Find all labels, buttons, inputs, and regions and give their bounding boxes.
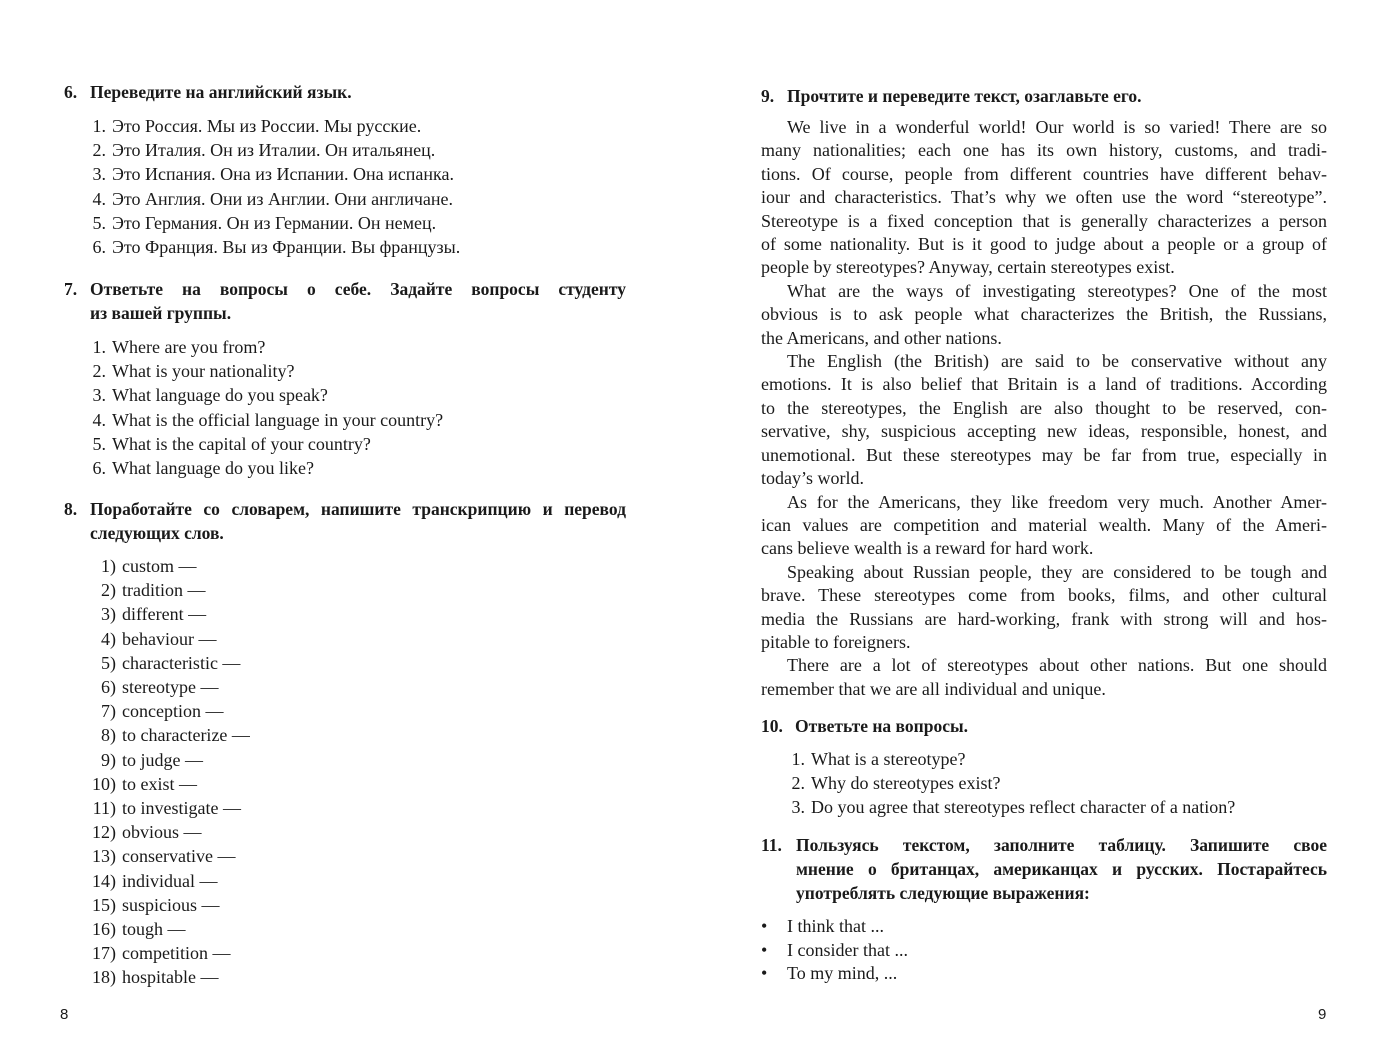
item-text: tradition — <box>122 580 206 601</box>
item-number: 13) <box>92 846 116 867</box>
list-item <box>64 844 626 868</box>
text-line: As for the Americans, they like freedom very much. Another Amer- <box>787 491 1327 512</box>
item-text: What language do you speak? <box>112 385 328 406</box>
text-line: remember that we are all individual and unique. <box>761 678 1106 699</box>
item-number: 5. <box>92 433 106 454</box>
item-text: competition — <box>122 943 231 964</box>
bullet-item <box>761 962 1327 986</box>
item-number: 3. <box>92 385 106 406</box>
item-number: 17) <box>92 943 116 964</box>
task-number: 8. <box>64 499 78 519</box>
text-line: tions. Of course, people from different countries have different behav- <box>761 163 1327 184</box>
text-line: What are the ways of investigating stereotypes? One of the most <box>787 280 1327 301</box>
item-text: Это Италия. Он из Италии. Он итальянец. <box>112 140 436 161</box>
item-text: hospitable — <box>122 967 219 988</box>
item-number: 8) <box>101 725 116 746</box>
text-line: unemotional. But these stereotypes may be far from true, especially in <box>761 444 1327 465</box>
item-number: 3. <box>92 164 106 185</box>
item-number: 9) <box>101 749 116 770</box>
item-text: What is the capital of your country? <box>112 433 371 454</box>
item-text: characteristic — <box>122 652 241 673</box>
text-line: of some nationality. But is it good to judge about a people or a group of <box>761 234 1327 255</box>
task-10-list <box>761 747 1327 820</box>
item-number: 1. <box>92 337 106 357</box>
text-line: emotions. It is also belief that Britain is a land of traditions. According <box>761 374 1327 395</box>
text-line: many nationalities; each one has its own history, customs, and tradi- <box>761 140 1327 161</box>
text-line: today’s world. <box>761 468 864 489</box>
task-10-heading <box>761 714 1327 738</box>
task-11 <box>761 833 1327 986</box>
reading-text <box>761 116 1327 701</box>
item-number: 16) <box>92 919 116 940</box>
item-number: 3. <box>791 797 805 818</box>
text-line: cans believe wealth is a reward for hard work. <box>761 538 1094 559</box>
item-text: to characterize — <box>122 725 250 746</box>
bullet-text: I consider that ... <box>787 939 908 960</box>
task-9 <box>761 84 1327 701</box>
list-item <box>64 211 634 235</box>
item-text: Это Франция. Вы из Франции. Вы французы. <box>112 237 461 258</box>
task-title-line: мнение о британцах, американцах и русских. Постарайтесь <box>796 859 1327 879</box>
list-item <box>64 723 626 747</box>
list-item <box>64 456 626 480</box>
text-line: media the Russians are hard-working, frank with strong will and hos- <box>761 608 1327 629</box>
item-text: Это Германия. Он из Германии. Он немец. <box>112 212 437 233</box>
text-line: The English (the British) are said to be conservative without any <box>787 351 1327 372</box>
list-item <box>64 893 626 917</box>
text-line: people by stereotypes? Anyway, certain stereotypes exist. <box>761 257 1175 278</box>
list-item <box>64 578 626 602</box>
task-title-line: Ответьте на вопросы о себе. Задайте вопросы студенту <box>90 279 626 299</box>
text-line: pitable to foreigners. <box>761 631 911 652</box>
text-line: Stereotype is a fixed conception that is generally characterizes a person <box>761 210 1327 231</box>
item-number: 1. <box>92 116 106 136</box>
bullet-text: I think that ... <box>787 916 884 936</box>
task-number: 10. <box>761 716 783 736</box>
item-text: custom — <box>122 556 197 576</box>
item-text: What is a stereotype? <box>811 749 966 769</box>
task-title: Ответьте на вопросы. <box>795 716 969 736</box>
task-8 <box>64 497 626 990</box>
page-number: 9 <box>1318 1006 1327 1023</box>
task-7 <box>64 277 626 480</box>
item-text: Это Англия. Они из Англии. Они англичане. <box>112 188 453 209</box>
list-item <box>64 627 626 651</box>
item-number: 2. <box>92 361 106 382</box>
task-9-heading <box>761 84 1327 108</box>
item-number: 4. <box>92 188 106 209</box>
text-line: the Americans, and other nations. <box>761 327 1002 348</box>
item-text: to judge — <box>122 749 203 770</box>
task-title-line: из вашей группы. <box>90 303 232 323</box>
task-number: 9. <box>761 86 775 106</box>
list-item <box>64 335 626 359</box>
list-item <box>64 114 634 138</box>
list-item <box>761 747 1327 771</box>
item-number: 3) <box>101 604 116 625</box>
list-item <box>64 917 626 941</box>
text-line: Speaking about Russian people, they are considered to be tough and <box>787 561 1327 582</box>
bullet-text: To my mind, ... <box>787 963 898 984</box>
item-number: 4. <box>92 409 106 430</box>
page-number: 8 <box>60 1006 69 1023</box>
item-number: 10) <box>92 773 116 794</box>
item-text: Where are you from? <box>112 337 266 357</box>
item-text: to exist — <box>122 773 197 794</box>
item-text: What language do you like? <box>112 458 314 479</box>
list-item <box>761 771 1327 795</box>
task-title: Прочтите и переведите текст, озаглавьте его. <box>787 86 1142 106</box>
item-number: 6) <box>101 677 116 698</box>
task-number: 7. <box>64 279 78 299</box>
text-line: to the stereotypes, the English are also thought to be reserved, con- <box>761 397 1327 418</box>
item-text: What is the official language in your country? <box>112 409 444 430</box>
list-item <box>64 432 626 456</box>
list-item <box>64 138 634 162</box>
list-item <box>64 602 626 626</box>
left-page <box>0 0 690 1045</box>
item-number: 5. <box>92 212 106 233</box>
item-text: Do you agree that stereotypes reflect character of a nation? <box>811 797 1236 818</box>
list-item <box>64 675 626 699</box>
list-item <box>64 772 626 796</box>
bullet-icon: • <box>761 939 768 960</box>
task-title-line: употреблять следующие выражения: <box>796 883 1090 903</box>
text-line: obvious is to ask people what characterizes the British, the Russians, <box>761 304 1327 325</box>
text-line: ican values are competition and material wealth. Many of the Ameri- <box>761 514 1327 535</box>
list-item <box>64 748 626 772</box>
list-item <box>64 651 626 675</box>
list-item <box>64 554 626 578</box>
list-item <box>64 408 626 432</box>
item-text: Why do stereotypes exist? <box>811 773 1001 794</box>
right-page <box>690 0 1381 1045</box>
list-item <box>64 796 626 820</box>
text-line: brave. These stereotypes come from books, films, and other cultural <box>761 585 1327 606</box>
item-number: 12) <box>92 822 116 843</box>
list-item <box>761 795 1327 819</box>
item-text: Это Испания. Она из Испании. Она испанка. <box>112 164 454 185</box>
list-item <box>64 162 634 186</box>
item-number: 6. <box>92 237 106 258</box>
list-item <box>64 383 626 407</box>
item-text: different — <box>122 604 207 625</box>
task-7-list <box>64 335 626 480</box>
text-line: servative, shy, suspicious accepting new ideas, responsible, honest, and <box>761 421 1327 442</box>
item-number: 14) <box>92 870 116 891</box>
item-text: Это Россия. Мы из России. Мы русские. <box>112 116 422 136</box>
task-10 <box>761 714 1327 820</box>
item-text: individual — <box>122 870 218 891</box>
item-number: 7) <box>101 701 116 722</box>
task-title-line: Поработайте со словарем, напишите транскрипцию и перевод <box>90 499 626 519</box>
list-item <box>64 187 634 211</box>
list-item <box>64 941 626 965</box>
text-line: We live in a wonderful world! Our world is so varied! There are so <box>787 117 1327 137</box>
bullet-icon: • <box>761 916 768 936</box>
bullet-item <box>761 939 1327 963</box>
item-text: obvious — <box>122 822 202 843</box>
item-number: 2) <box>101 580 116 601</box>
item-number: 1) <box>101 556 116 576</box>
task-8-heading <box>64 497 626 545</box>
task-7-heading <box>64 277 626 325</box>
task-6-list <box>64 114 634 259</box>
text-line: iour and characteristics. That’s why we often use the word “stereotype”. <box>761 187 1327 208</box>
item-text: suspicious — <box>122 894 220 915</box>
list-item <box>64 699 626 723</box>
item-text: tough — <box>122 919 186 940</box>
bullet-icon: • <box>761 963 768 984</box>
task-11-heading <box>761 833 1327 905</box>
list-item <box>64 235 634 259</box>
list-item <box>64 359 626 383</box>
list-item <box>64 820 626 844</box>
item-text: stereotype — <box>122 677 219 698</box>
list-item <box>64 869 626 893</box>
item-text: behaviour — <box>122 628 217 649</box>
task-number: 11. <box>761 835 782 855</box>
item-number: 6. <box>92 458 106 479</box>
task-8-list <box>64 554 626 990</box>
item-number: 2. <box>92 140 106 161</box>
task-title-line: Пользуясь текстом, заполните таблицу. Запишите свое <box>796 835 1327 855</box>
item-text: conception — <box>122 701 224 722</box>
bullet-item <box>761 915 1327 939</box>
expressions-list <box>761 915 1327 986</box>
task-6 <box>64 80 634 259</box>
item-number: 4) <box>101 628 116 649</box>
task-title-line: следующих слов. <box>90 523 224 543</box>
item-number: 18) <box>92 967 116 988</box>
task-title: Переведите на английский язык. <box>90 82 352 102</box>
item-text: conservative — <box>122 846 236 867</box>
item-number: 2. <box>791 773 805 794</box>
text-line: There are a lot of stereotypes about other nations. But one should <box>787 655 1327 676</box>
item-text: to investigate — <box>122 798 241 819</box>
item-number: 1. <box>791 749 805 769</box>
item-text: What is your nationality? <box>112 361 295 382</box>
list-item <box>64 965 626 989</box>
item-number: 11) <box>92 798 116 819</box>
task-6-heading <box>64 80 634 104</box>
item-number: 5) <box>101 652 116 673</box>
item-number: 15) <box>92 894 116 915</box>
task-number: 6. <box>64 82 78 102</box>
